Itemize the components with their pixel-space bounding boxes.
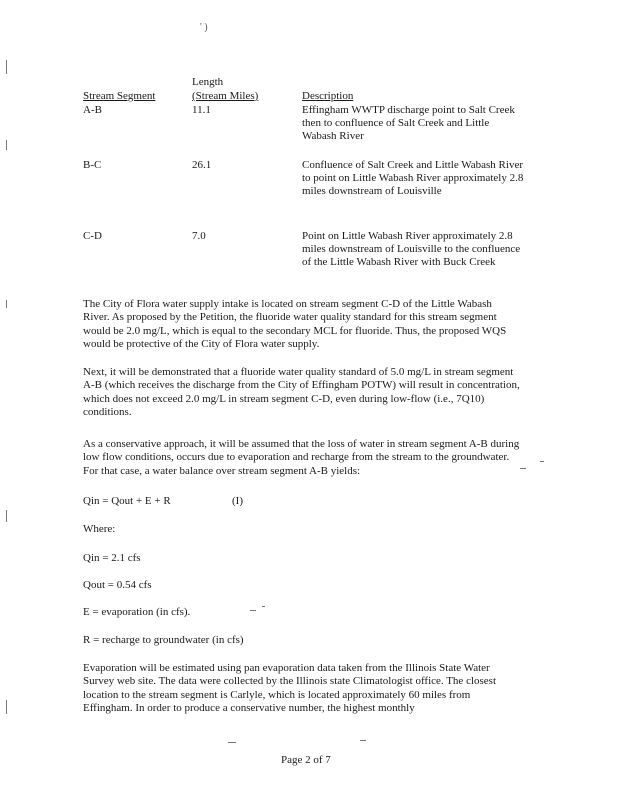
header-stream-segment: Stream Segment	[83, 90, 156, 102]
where-label: Where:	[83, 523, 116, 535]
margin-speck	[6, 700, 7, 714]
margin-speck	[228, 742, 236, 743]
qin-definition: Qin = 2.1 cfs	[83, 552, 141, 564]
paragraph-demonstration: Next, it will be demonstrated that a fluoride water quality standard of 5.0 mg/L in stream segment A-B (which receives the discharge from the City of Effingham POTW) will result in concentration, which does not exceed 2.0 mg/L in stream segment C-D, even during low-flow (i.e., 7Q10) conditions.	[83, 366, 520, 419]
row-description: Confluence of Salt Creek and Little Wabash River to point on Little Wabash River approximately 2.8 miles downstream of Louisville	[302, 159, 524, 197]
margin-speck	[6, 300, 7, 308]
evaporation-definition: E = evaporation (in cfs).	[83, 606, 191, 618]
margin-speck	[250, 610, 256, 611]
row-segment: B-C	[83, 159, 102, 171]
equation: Qin = Qout + E + R	[83, 495, 171, 507]
row-segment: A-B	[83, 104, 102, 116]
row-length: 26.1	[192, 159, 212, 171]
page-number: Page 2 of 7	[281, 754, 331, 766]
margin-speck	[540, 461, 544, 462]
row-description: Point on Little Wabash River approximately 2.8 miles downstream of Louisville to the confluence of the Little Wabash River with Buck Creek	[302, 230, 521, 268]
scan-mark: ' )	[200, 22, 208, 33]
margin-speck	[6, 140, 7, 150]
qout-definition: Qout = 0.54 cfs	[83, 579, 152, 591]
recharge-definition: R = recharge to groundwater (in cfs)	[83, 634, 244, 646]
margin-speck	[6, 60, 7, 74]
paragraph-water-balance: As a conservative approach, it will be assumed that the loss of water in stream segment A-B during low flow conditions, occurs due to evaporation and recharge from the stream to the groundwater. For that case, a water balance over stream segment A-B yields:	[83, 438, 520, 477]
paragraph-evaporation: Evaporation will be estimated using pan evaporation data taken from the Illinois State Water Survey web site. The data were collected by the Illinois state Climatologist office. The closest location to the stream segment is Carlyle, which is located approximately 60 miles from Effingham. In order to produce a conservative number, the highest monthly	[83, 662, 497, 715]
row-length: 7.0	[192, 230, 206, 242]
margin-speck	[6, 510, 7, 522]
header-length-top: Length	[192, 76, 224, 88]
row-length: 11.1	[192, 104, 211, 116]
margin-speck	[360, 740, 366, 741]
margin-speck	[262, 606, 265, 607]
header-description: Description	[302, 90, 354, 102]
header-stream-miles: (Stream Miles)	[192, 90, 259, 102]
equation-number: (I)	[232, 495, 243, 507]
row-segment: C-D	[83, 230, 102, 242]
paragraph-flora-intake: The City of Flora water supply intake is located on stream segment C-D of the Little Wabash River. As proposed by the Petition, the fluoride water quality standard for this stream segment would be 2.0 mg/L, which is equal to the secondary MCL for fluoride. Thus, the proposed WQS would be protective of the City of Flora water supply.	[83, 298, 507, 351]
row-description: Effingham WWTP discharge point to Salt Creek then to confluence of Salt Creek and Little Wabash River	[302, 104, 515, 142]
